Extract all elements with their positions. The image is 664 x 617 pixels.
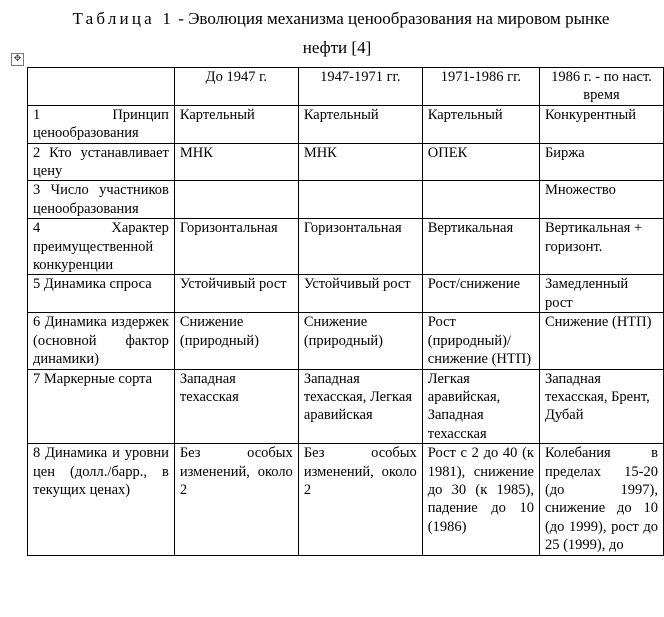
table-cell: Западная техасская (174, 369, 298, 444)
pricing-evolution-table (27, 67, 664, 556)
header-cell-period-3: 1971-1986 гг. (422, 68, 539, 106)
table-caption (0, 4, 664, 62)
row-label: 5 Динамика спроса (28, 275, 175, 313)
header-cell-period-2: 1947-1971 гг. (298, 68, 422, 106)
caption-line-1 (0, 4, 664, 33)
table-cell: Рост/снижение (422, 275, 539, 313)
table-cell: МНК (174, 143, 298, 181)
table-cell: Картельный (298, 105, 422, 143)
table-move-handle-icon[interactable]: ✥ (11, 53, 24, 66)
table-cell: Устойчивый рост (298, 275, 422, 313)
table-row (28, 143, 664, 181)
table-cell: Без особых изменений, около 2 (298, 444, 422, 555)
caption-line-2: нефти [4] (302, 38, 372, 57)
row-label: 3 Число участников ценообразования (28, 181, 175, 219)
table-cell: Снижение (природный) (298, 313, 422, 369)
table-cell: Рост с 2 до 40 (к 1981), снижение до 30 (к 1985), падение до 10 (1986) (422, 444, 539, 555)
table-cell: Вертикальная (422, 219, 539, 275)
header-cell-empty (28, 68, 175, 106)
table-cell (298, 181, 422, 219)
table-cell: Колебания в пределах 15-20 (до 1997), снижение до 10 (до 1999), рост до 25 (1999), до (539, 444, 663, 555)
table-cell: ОПЕК (422, 143, 539, 181)
table-row (28, 219, 664, 275)
table-cell: Множество (539, 181, 663, 219)
table-row (28, 313, 664, 369)
table-header-row (28, 68, 664, 106)
table-cell: Без особых изменений, около 2 (174, 444, 298, 555)
table-row (28, 105, 664, 143)
table-cell: Картельный (422, 105, 539, 143)
row-label: 4 Характер преимущественной конкуренции (28, 219, 175, 275)
row-label: 6 Динамика издержек (основной фактор динамики) (28, 313, 175, 369)
header-cell-period-1: До 1947 г. (174, 68, 298, 106)
row-label: 2 Кто устанавливает цену (28, 143, 175, 181)
table-cell (422, 181, 539, 219)
table-cell: Биржа (539, 143, 663, 181)
table-row (28, 275, 664, 313)
caption-table-number: Таблица 1 (72, 9, 175, 28)
table-cell: Конкурентный (539, 105, 663, 143)
table-cell: Устойчивый рост (174, 275, 298, 313)
table-cell: Вертикальная + горизонт. (539, 219, 663, 275)
caption-title: - Эволюция механизма ценообразования на мировом рынке (178, 9, 610, 28)
table-cell: Снижение (природный) (174, 313, 298, 369)
table-row (28, 444, 664, 555)
table-cell: МНК (298, 143, 422, 181)
row-label: 1 Принцип ценообразования (28, 105, 175, 143)
table-row (28, 369, 664, 444)
table-cell: Рост (природный)/ снижение (НТП) (422, 313, 539, 369)
row-label: 8 Динамика и уровни цен (долл./барр., в текущих ценах) (28, 444, 175, 555)
table-cell: Замедленный рост (539, 275, 663, 313)
header-cell-period-4: 1986 г. - по наст. время (539, 68, 663, 106)
table-cell: Снижение (НТП) (539, 313, 663, 369)
table-row (28, 181, 664, 219)
table-cell: Горизонтальная (298, 219, 422, 275)
table-cell (174, 181, 298, 219)
table-cell: Западная техасская, Легкая аравийская (298, 369, 422, 444)
table-cell: Западная техасская, Брент, Дубай (539, 369, 663, 444)
table-cell: Картельный (174, 105, 298, 143)
table-cell: Горизонтальная (174, 219, 298, 275)
table-cell: Легкая аравийская, Западная техасская (422, 369, 539, 444)
row-label: 7 Маркерные сорта (28, 369, 175, 444)
